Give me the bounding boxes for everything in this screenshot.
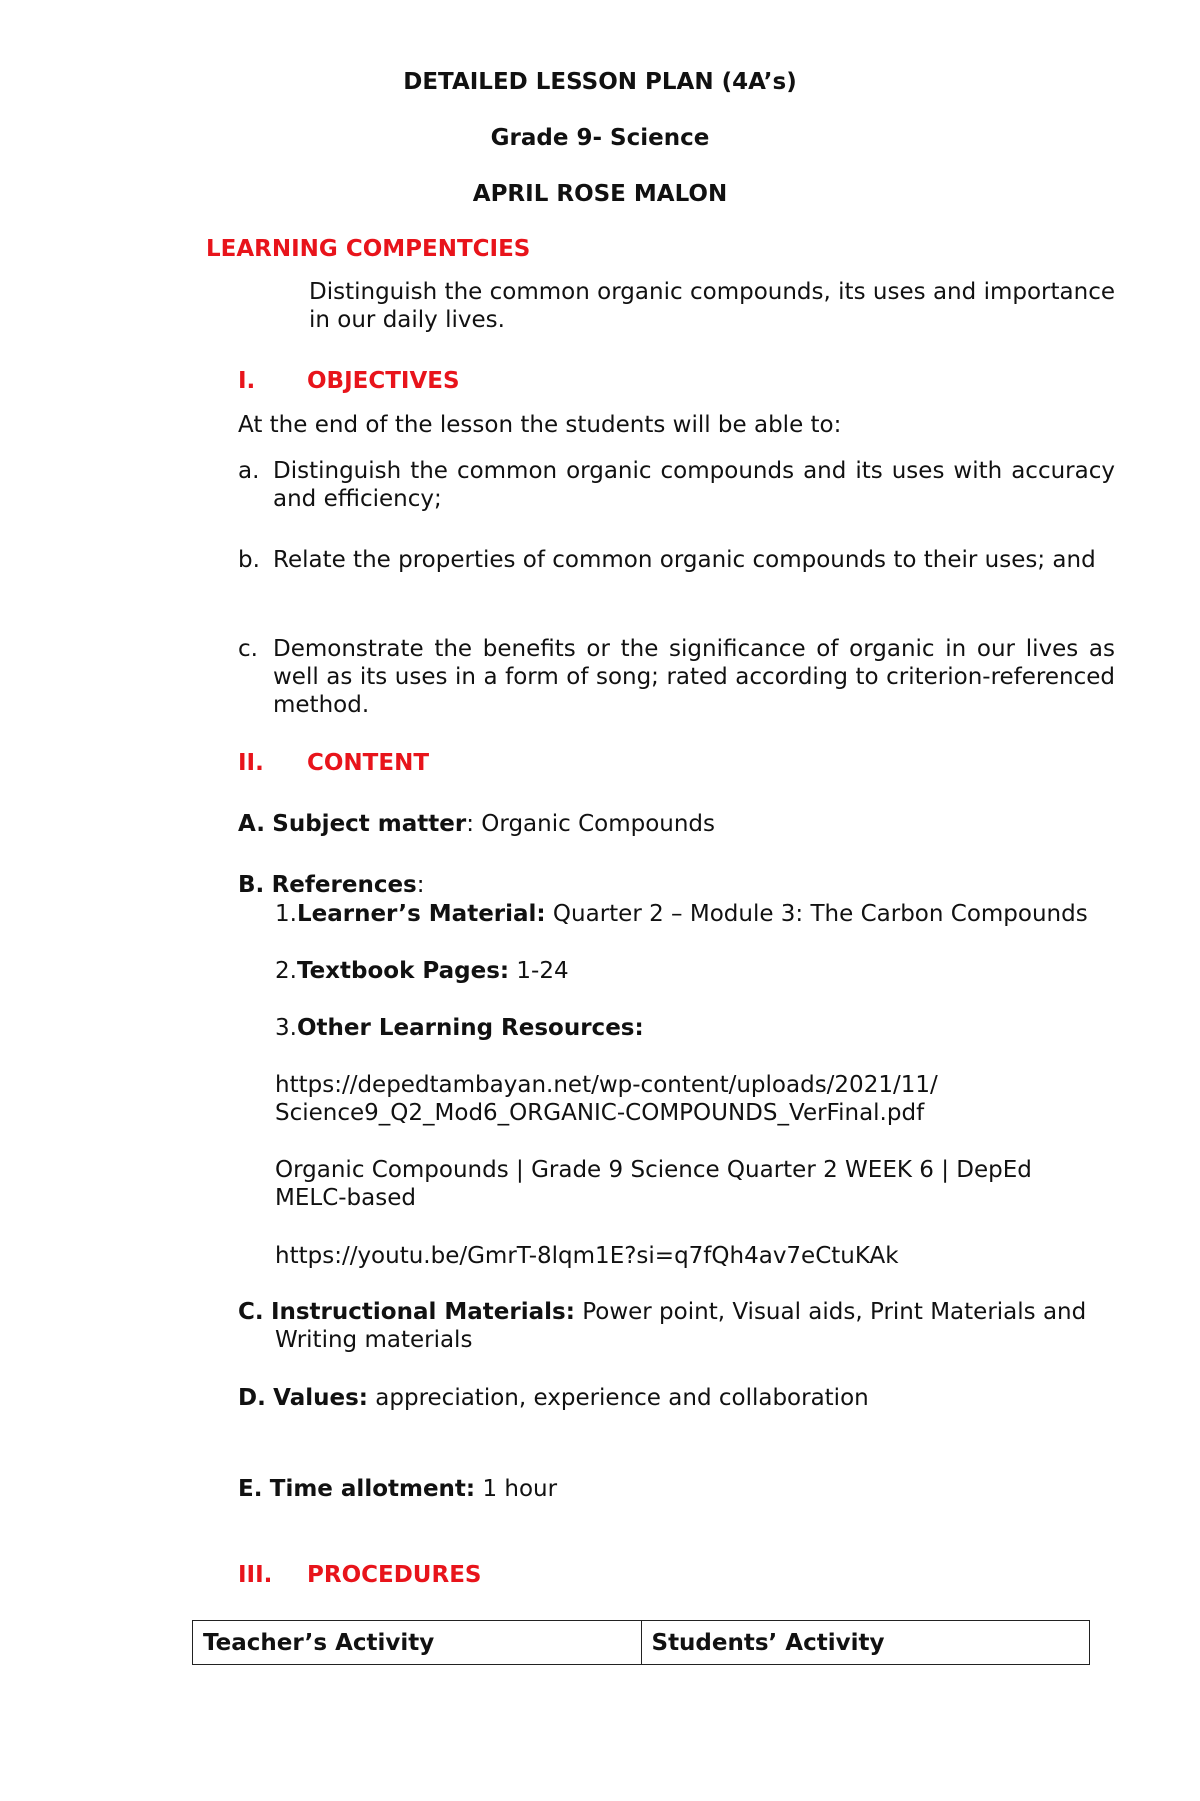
resource-url-1-line2[interactable]: Science9_Q2_Mod6_ORGANIC-COMPOUNDS_VerFinal.pdf bbox=[275, 1100, 925, 1126]
document-title: DETAILED LESSON PLAN (4A’s) bbox=[403, 69, 797, 95]
reference-value: 1-24 bbox=[509, 958, 569, 984]
objective-b: Relate the properties of common organic compounds to their uses; and bbox=[273, 547, 1096, 573]
objective-marker-c: c. bbox=[238, 636, 258, 662]
objectives-heading: OBJECTIVES bbox=[307, 368, 460, 394]
objectives-intro: At the end of the lesson the students will be able to: bbox=[238, 412, 842, 438]
reference-value: Quarter 2 – Module 3: The Carbon Compounds bbox=[545, 901, 1088, 927]
references-marker: B. bbox=[238, 872, 265, 898]
procedures-table bbox=[192, 1620, 1090, 1665]
table-header-row bbox=[193, 1621, 1090, 1665]
subject-label: Subject matter bbox=[272, 811, 467, 837]
author-name: APRIL ROSE MALON bbox=[472, 181, 728, 207]
materials-value: Power point, Visual aids, Print Materials and bbox=[574, 1299, 1087, 1325]
competencies-text: Distinguish the common organic compounds, its uses and importance in our daily lives. bbox=[309, 279, 1115, 333]
materials-marker: C. bbox=[238, 1299, 264, 1325]
references-heading bbox=[238, 871, 425, 899]
materials-value-line2: Writing materials bbox=[275, 1327, 473, 1353]
reference-num: 1. bbox=[275, 901, 297, 927]
subject-marker: A. bbox=[238, 811, 265, 837]
reference-item-1 bbox=[275, 900, 1088, 928]
time-label: Time allotment: bbox=[269, 1476, 476, 1502]
resource-url-1-line1[interactable]: https://depedtambayan.net/wp-content/uploads/2021/11/ bbox=[275, 1072, 938, 1098]
objectives-numeral: I. bbox=[238, 368, 256, 394]
subject-matter bbox=[238, 810, 715, 838]
competencies-heading: LEARNING COMPENTCIES bbox=[206, 236, 531, 262]
materials-label: Instructional Materials: bbox=[270, 1299, 575, 1325]
references-colon: : bbox=[416, 872, 425, 898]
instructional-materials bbox=[238, 1298, 1118, 1354]
content-numeral: II. bbox=[238, 750, 264, 776]
teacher-activity-header: Teacher’s Activity bbox=[193, 1621, 642, 1665]
reference-label: Other Learning Resources: bbox=[296, 1015, 644, 1041]
subject-value: : Organic Compounds bbox=[466, 811, 716, 837]
students-activity-header: Students’ Activity bbox=[641, 1621, 1090, 1665]
resource-video-title bbox=[275, 1156, 1032, 1212]
reference-item-3 bbox=[275, 1014, 644, 1042]
video-title-line1: Organic Compounds | Grade 9 Science Quarter 2 WEEK 6 | DepEd bbox=[275, 1157, 1032, 1183]
values-line bbox=[238, 1384, 869, 1412]
procedures-numeral: III. bbox=[238, 1562, 273, 1588]
time-marker: E. bbox=[238, 1476, 263, 1502]
objective-marker-b: b. bbox=[238, 547, 260, 573]
objective-c: Demonstrate the benefits or the significance of organic in our lives as well as its uses in a form of song; rated according to criterion-referenced method. bbox=[273, 636, 1115, 718]
time-value: 1 hour bbox=[475, 1476, 558, 1502]
values-value: appreciation, experience and collaboration bbox=[367, 1385, 869, 1411]
resource-url-2[interactable]: https://youtu.be/GmrT-8lqm1E?si=q7fQh4av7eCtuKAk bbox=[275, 1243, 899, 1269]
video-title-line2: MELC-based bbox=[275, 1185, 416, 1211]
time-allotment bbox=[238, 1475, 557, 1503]
reference-label: Textbook Pages: bbox=[296, 958, 510, 984]
objective-a: Distinguish the common organic compounds and its uses with accuracy and efficiency; bbox=[273, 458, 1115, 512]
reference-num: 2. bbox=[275, 958, 297, 984]
references-label: References bbox=[271, 872, 417, 898]
values-label: Values: bbox=[273, 1385, 368, 1411]
procedures-heading: PROCEDURES bbox=[307, 1562, 482, 1588]
reference-num: 3. bbox=[275, 1015, 297, 1041]
resource-url-1[interactable] bbox=[275, 1071, 938, 1127]
reference-label: Learner’s Material: bbox=[296, 901, 546, 927]
objective-marker-a: a. bbox=[238, 458, 260, 484]
grade-subject: Grade 9- Science bbox=[490, 125, 710, 151]
values-marker: D. bbox=[238, 1385, 266, 1411]
reference-item-2 bbox=[275, 957, 569, 985]
content-heading: CONTENT bbox=[307, 750, 430, 776]
